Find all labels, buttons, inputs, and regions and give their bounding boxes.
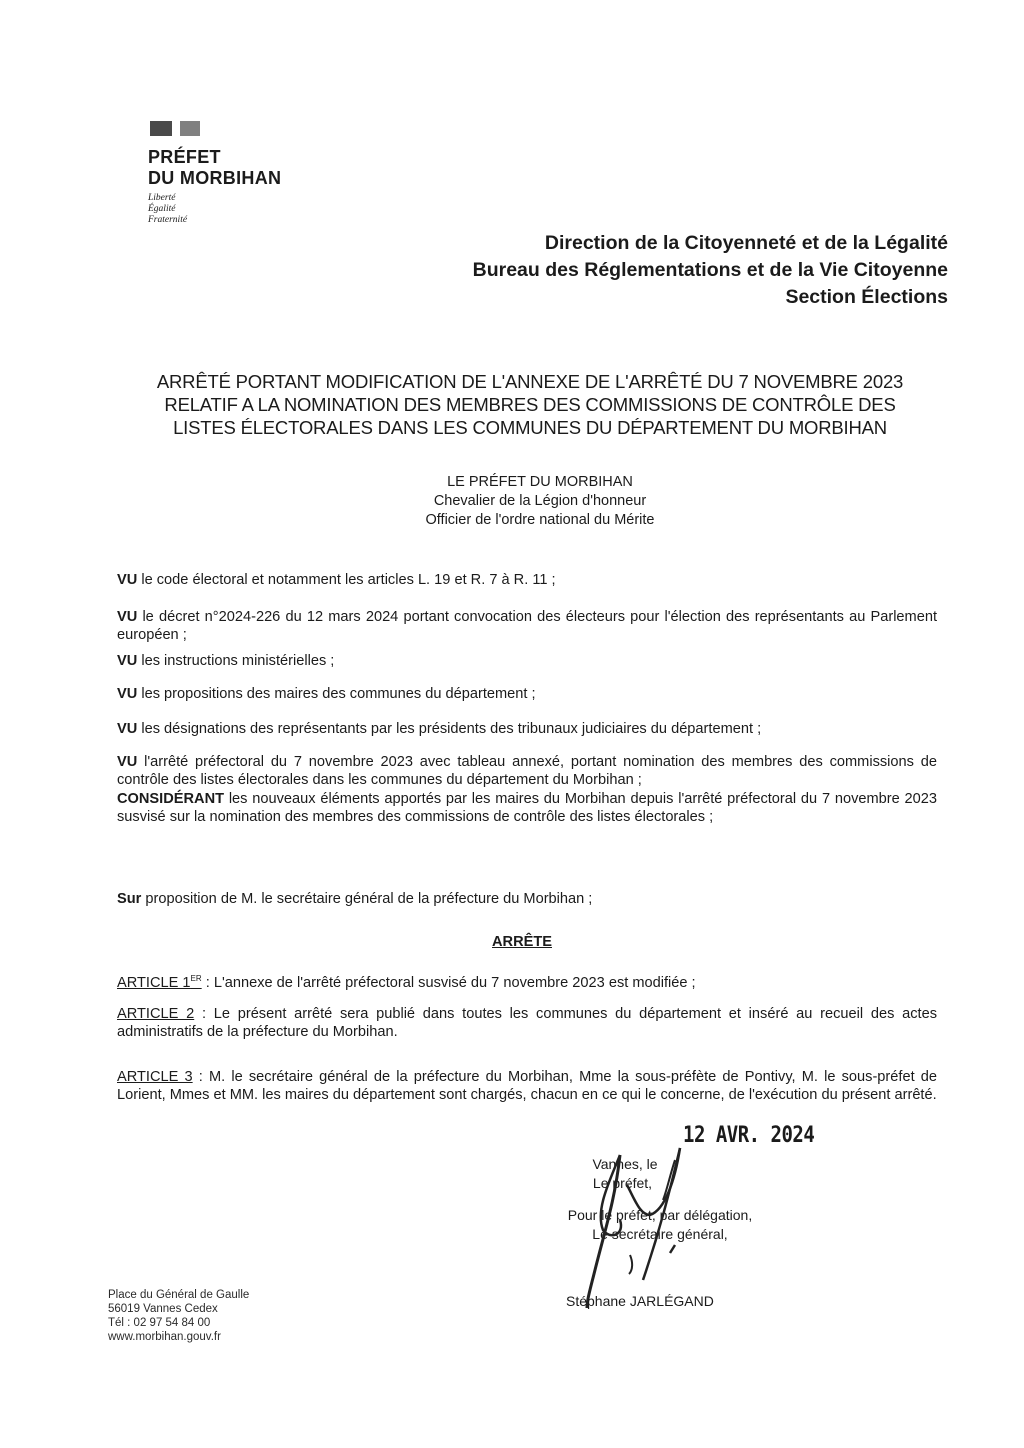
- footer-website: www.morbihan.gouv.fr: [108, 1331, 221, 1343]
- article-label: ARTICLE 2: [117, 1006, 195, 1022]
- title-line-1: ARRÊTÉ PORTANT MODIFICATION DE L'ANNEXE DE L'ARRÊTÉ DU 7 NOVEMBRE 2023: [156, 371, 904, 392]
- signatory-name: Stéphane JARLÉGAND: [566, 1293, 714, 1309]
- visa-lead: VU: [117, 572, 138, 588]
- visa-text: le code électoral et notamment les articles L. 19 et R. 7 à R. 11 ;: [137, 572, 556, 588]
- prefet-titles: [330, 473, 750, 530]
- visa-lead: VU: [117, 754, 138, 770]
- prefet-honor-2: Officier de l'ordre national du Mérite: [425, 512, 655, 528]
- logo-mark-left: [150, 121, 172, 136]
- arrete-heading: ARRÊTE: [492, 934, 552, 950]
- visa-text: l'arrêté préfectoral du 7 novembre 2023 avec tableau annexé, portant nomination des membres des commissions de contrôle des listes électorales dans les communes du département du Morbihan ;: [117, 754, 937, 788]
- signature-place: Vannes, le: [592, 1156, 658, 1172]
- handwritten-signature-icon: [575, 1140, 735, 1310]
- article-text: M. le secrétaire général de la préfecture du Morbihan, Mme la sous-préfète de Pontivy, M. le sous-préfet de Lorient, Mmes et MM. les maires du département sont chargés, chacun en ce qui le concerne, de l'exécution du présent arrêté.: [117, 1069, 938, 1103]
- visa-paragraph: [117, 652, 937, 670]
- footer-address-line-2: 56019 Vannes Cedex: [108, 1303, 218, 1315]
- visa-paragraph: [117, 753, 937, 789]
- article-label: ARTICLE 3: [117, 1069, 193, 1085]
- prefet-honor-1: Chevalier de la Légion d'honneur: [433, 493, 647, 509]
- visa-paragraph: [117, 720, 937, 738]
- considerant-text: les nouveaux éléments apportés par les maires du Morbihan depuis l'arrêté préfectoral du 7 novembre 2023 susvisé sur la nomination des membres des commissions de contrôle des listes électorales ;: [117, 791, 937, 825]
- considerant-paragraph: [117, 790, 937, 826]
- article-text: Le présent arrêté sera publié dans toutes les communes du département et inséré au recueil des actes administratifs de la préfecture du Morbihan.: [117, 1006, 937, 1040]
- visa-text: les désignations des représentants par les présidents des tribunaux judiciaires du département ;: [137, 721, 762, 737]
- title-line-3: LISTES ÉLECTORALES DANS LES COMMUNES DU DÉPARTEMENT DU MORBIHAN: [173, 417, 887, 438]
- article-separator: :: [192, 1069, 209, 1085]
- article-2: [117, 1005, 937, 1041]
- motto-liberte: Liberté: [148, 193, 176, 203]
- visa-paragraph: [117, 608, 937, 644]
- visa-paragraph: [117, 571, 937, 589]
- republic-motto: [148, 193, 187, 226]
- footer-contact: [108, 1288, 249, 1344]
- considerant-lead: CONSIDÉRANT: [117, 791, 225, 807]
- article-text: L'annexe de l'arrêté préfectoral susvisé du 7 novembre 2023 est modifiée ;: [213, 974, 696, 991]
- proposition-lead: Sur: [117, 891, 142, 907]
- section-line: Section Élections: [785, 286, 948, 308]
- document-title: [125, 370, 935, 439]
- visa-text: le décret n°2024-226 du 12 mars 2024 portant convocation des électeurs pour l'élection des représentants au Parlement européen ;: [117, 609, 937, 643]
- footer-phone: Tél : 02 97 54 84 00: [108, 1317, 211, 1329]
- prefet-name: LE PRÉFET DU MORBIHAN: [447, 474, 633, 490]
- article-ordinal: ER: [190, 974, 202, 983]
- article-separator: :: [194, 1006, 214, 1022]
- motto-fraternite: Fraternité: [148, 215, 188, 225]
- signature-title: Le secrétaire général,: [592, 1226, 728, 1242]
- bureau-line: Bureau des Réglementations et de la Vie Citoyenne: [472, 259, 948, 281]
- title-line-2: RELATIF A LA NOMINATION DES MEMBRES DES COMMISSIONS DE CONTRÔLE DES: [164, 394, 896, 415]
- proposition-text: proposition de M. le secrétaire général de la préfecture du Morbihan ;: [141, 891, 593, 907]
- visa-text: les propositions des maires des communes du département ;: [137, 686, 536, 702]
- authority-title: [148, 147, 281, 189]
- issuing-department: [308, 230, 948, 311]
- date-stamp: 12 AVR. 2024: [683, 1122, 815, 1148]
- visa-lead: VU: [117, 653, 138, 669]
- article-3: [117, 1068, 937, 1104]
- signature-delegation: Pour le préfet, par délégation,: [567, 1207, 753, 1223]
- signature-role: Le préfet,: [592, 1175, 653, 1191]
- article-separator: :: [201, 974, 214, 991]
- visa-text: les instructions ministérielles ;: [137, 653, 335, 669]
- direction-line: Direction de la Citoyenneté et de la Légalité: [544, 232, 948, 254]
- visa-lead: VU: [117, 721, 138, 737]
- logo-mark-right: [180, 121, 200, 136]
- visa-lead: VU: [117, 686, 138, 702]
- footer-address-line-1: Place du Général de Gaulle: [108, 1289, 250, 1301]
- marianne-logo-icon: [150, 121, 206, 137]
- article-label: ARTICLE 1: [117, 974, 191, 991]
- authority-line-2: DU MORBIHAN: [148, 168, 282, 188]
- visa-paragraph: [117, 685, 937, 703]
- visa-lead: VU: [117, 609, 138, 625]
- article-1: [117, 970, 937, 992]
- authority-line-1: PRÉFET: [148, 147, 221, 167]
- proposition-paragraph: [117, 890, 937, 908]
- motto-egalite: Égalité: [148, 204, 176, 214]
